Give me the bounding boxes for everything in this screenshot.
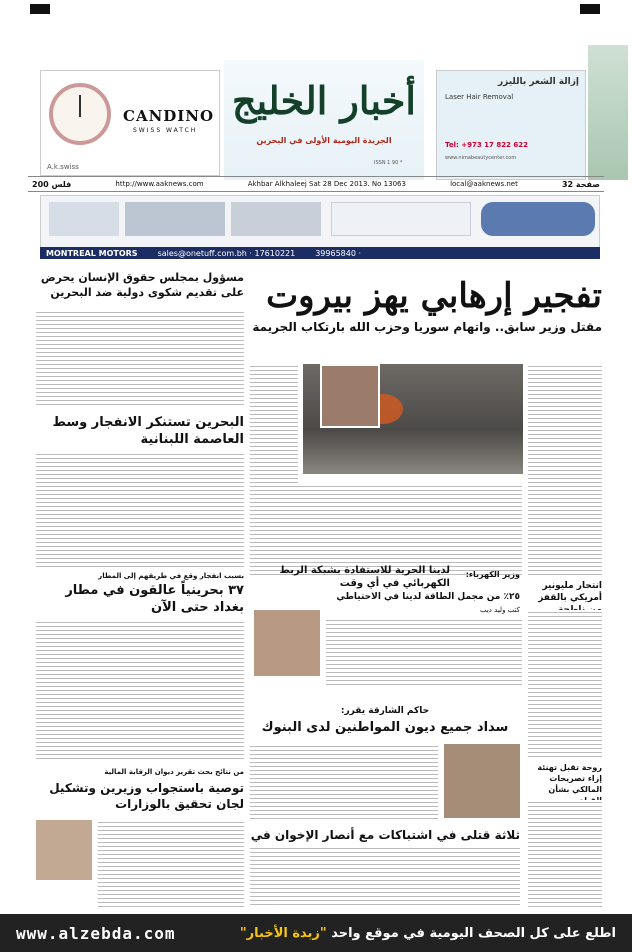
victim-portrait [320, 364, 380, 428]
car-email: sales@onetuff.com.bh · 17610221 [157, 248, 296, 258]
top-bar [0, 0, 632, 18]
car-thumb [49, 202, 119, 236]
issue-date: Akhbar Alkhaleej Sat 28 Dec 2013. No 13063 [247, 180, 406, 188]
watch-sub: SWISS WATCH [133, 127, 198, 134]
ruler-portrait [444, 744, 520, 818]
car-thumb [125, 202, 225, 236]
electricity-kicker: وزير الكهرباء: [465, 570, 520, 579]
story-text [250, 744, 438, 822]
watch-shop: A.k.swiss [47, 163, 79, 171]
electricity-subhead: ٢٥٪ من مجمل الطاقة لدينا في الاحتياطي [336, 592, 520, 602]
masthead [224, 60, 424, 180]
laser-title-en: Laser Hair Removal [445, 93, 514, 101]
car-thumb [231, 202, 321, 236]
airport-kicker: بسبب انفجار وقع في طريقهم إلى المطار [98, 572, 244, 580]
masthead-title: أخبار الخليج [232, 78, 416, 123]
minister-portrait [254, 610, 320, 676]
main-headline: تفجير إرهابي يهز بيروت [266, 276, 602, 316]
laser-ad[interactable] [436, 70, 586, 180]
dateline [28, 176, 604, 192]
watch-brand: CANDINO [123, 107, 215, 125]
watch-ad[interactable] [40, 70, 220, 176]
story-text [528, 800, 602, 908]
page-count: 32 صفحة [561, 179, 600, 189]
car-phone: 39965840 · [315, 248, 362, 258]
footer-banner[interactable] [0, 914, 632, 952]
price: 200 فلس [32, 179, 72, 189]
watch-icon [49, 83, 111, 145]
footer-site[interactable]: www.alzebda.com [16, 923, 176, 943]
story-text [98, 820, 244, 908]
sharjah-headline: سداد جميع ديون المواطنين لدى البنوك [261, 720, 509, 735]
audit-headline: توصية باستجواب وزيرين وتشكيل لجان تحقيق بالوزارات [49, 781, 244, 811]
story-text [36, 620, 244, 760]
story-text [36, 452, 244, 570]
laser-web: www.nimabeautycenter.com [445, 155, 517, 161]
car-specs [331, 202, 471, 236]
official-portrait [36, 820, 92, 880]
story-text [528, 610, 602, 760]
car-brand: MONTREAL MOTORS [46, 248, 138, 258]
bahrain-condemns-headline: البحرين تستنكر الانفجار وسط العاصمة اللبنانية [52, 415, 244, 447]
laser-title-ar: إزالة الشعر بالليزر [497, 77, 579, 87]
human-rights-headline: مسؤول بمجلس حقوق الإنسان يحرض على تقديم شكوى دولية ضد البحرين [40, 271, 244, 299]
audit-kicker: من نتائج بحث تقرير ديوان الرقابة المالية [104, 768, 244, 776]
main-subhead: مقتل وزير سابق.. واتهام سوريا وحزب الله بارتكاب الجريمة [252, 320, 602, 334]
millionaire-headline: انتحار مليونير أمريكي بالقفز [538, 581, 602, 603]
electricity-headline: لدينا الحرية للاستفادة بشبكة الربط الكهربائي في أي وقت [279, 565, 450, 589]
car-ad-bar [40, 247, 600, 259]
website: http://www.aaknews.com [115, 180, 204, 188]
registration-mark [30, 4, 50, 14]
story-text [326, 618, 522, 688]
story-text [250, 846, 520, 908]
airport-headline: ٣٧ بحرينياً عالقون في مطار بغداد حتى الآن [65, 583, 244, 615]
masthead-subtitle: الجريدة اليومية الأولى في البحرين [256, 136, 392, 145]
electricity-author: كتب وليد ديب [479, 606, 520, 614]
story-text [528, 364, 602, 578]
email: local@aaknews.net [450, 180, 518, 188]
maliki-headline: روحة تقبل تهنئة إزاء تصريحات المالكي بشأن [537, 763, 602, 794]
story-text [36, 310, 244, 408]
footer-promo [240, 926, 616, 941]
sharjah-kicker: حاكم الشارقة يقرر: [340, 706, 430, 716]
car-photo [481, 202, 595, 236]
registration-mark [580, 4, 600, 14]
footer-promo-text: اطلع على كل الصحف اليومية في موقع واحد [331, 925, 616, 941]
bahrain-map-graphic [588, 45, 628, 180]
issn: ISSN 1 90 * [374, 160, 403, 166]
laser-tel: Tel: +973 17 822 622 [445, 141, 528, 149]
footer-promo-highlight: "زبدة الأخبار" [239, 925, 327, 941]
egypt-headline: ثلاثة قتلى في اشتباكات مع أنصار الإخوان في [250, 828, 520, 842]
